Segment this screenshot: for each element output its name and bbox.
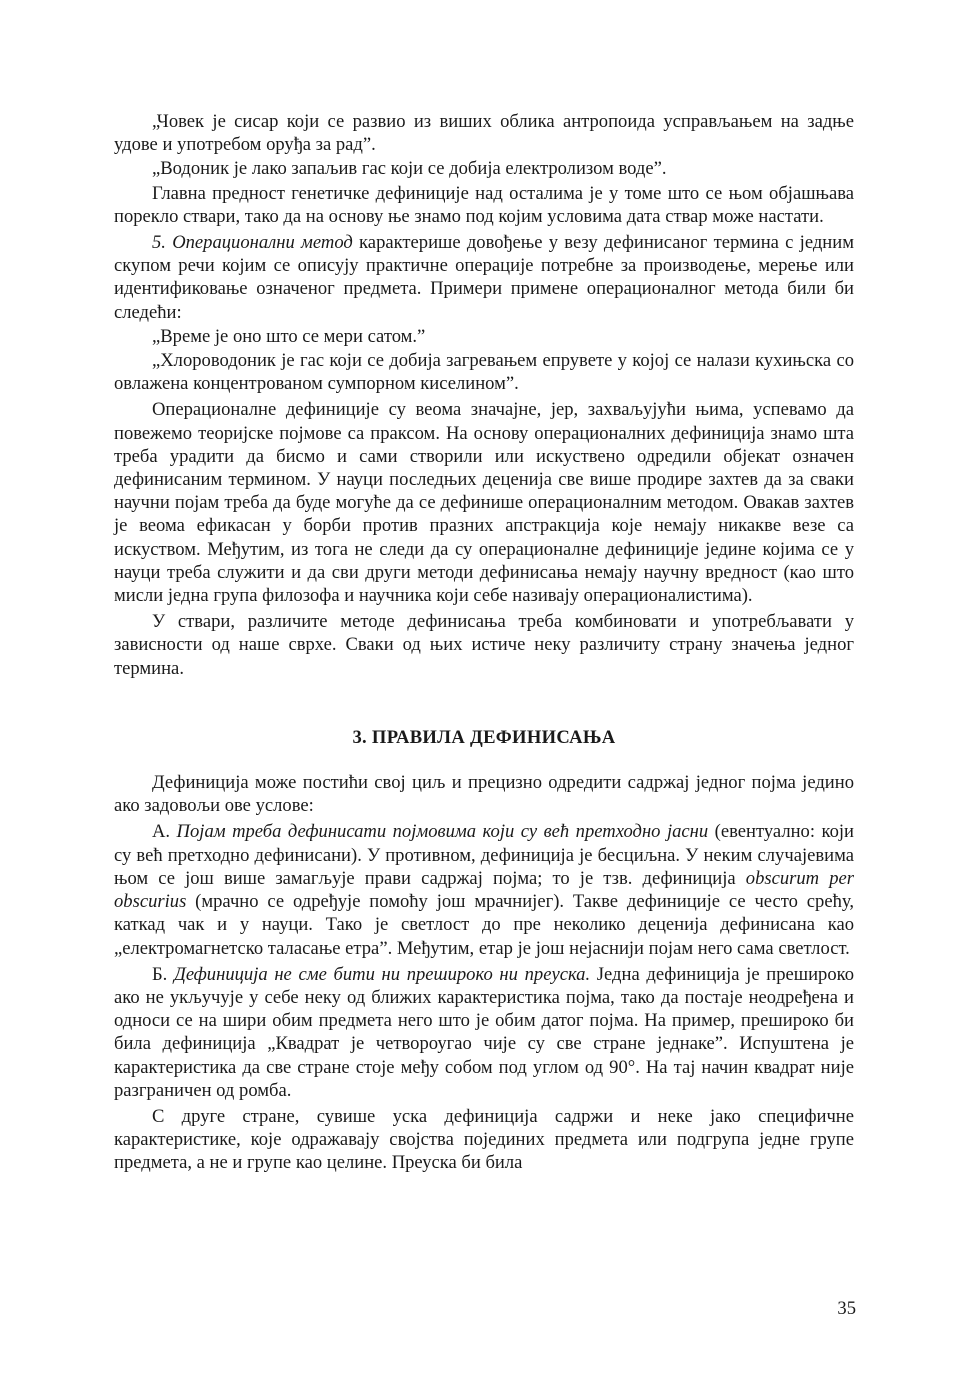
rule-b-label: Б.	[152, 963, 174, 985]
paragraph-human-definition: „Човек је сисар који се развио из виших облика антропоида усправљањем на задње удове и употребом оруђа за рад”.	[114, 111, 854, 156]
section-heading: 3. ПРАВИЛА ДЕФИНИСАЊА	[352, 726, 616, 748]
paragraph-rule-b	[114, 963, 854, 1102]
rule-a-latin-term: obscurum per obscurius	[114, 867, 854, 913]
operational-method-title: 5. Операционални метод	[152, 232, 353, 254]
paragraph-definition-conditions: Дефиниција може постићи свој циљ и прецизно одредити садржај једног појма једино ако задовољи ове услове:	[114, 772, 854, 817]
rule-a-title: Појам треба дефинисати појмовима који су већ претходно јасни	[176, 821, 709, 843]
rule-a-text: (евентуално: који су већ претходно дефинисани). У противном, дефиниција је бесциљна. У неким случајевима њом се још више замагљује прави садржај појма; то је тзв. дефиниција	[114, 821, 854, 889]
rule-b-text: Једна дефиниција је прешироко ако не укључује у себе неку од ближих карактеристика појма, тако да постаје неодређена и односи се на шири обим предмета него што је обим датог појма. На пример, прешироко би била дефиниција „Квадрат је четвороугао чије су све стране једнаке”. Испуштена је карактеристика да све стране стоје међу собом под углом од 90°. На тај начин квадрат није разграничен од ромба.	[114, 963, 854, 1101]
rule-a-label: А.	[152, 821, 177, 843]
paragraph-narrow-definition: С друге стране, сувише уска дефиниција садржи и неке јако специфичне карактеристике, које одражавају својства појединих предмета или подгрупа једне групе предмета, а не и групе као целине. Преуска би била	[114, 1105, 854, 1174]
paragraph-hydrogen-definition: „Водоник је лако запаљив гас који се добија електролизом воде”.	[152, 158, 667, 180]
paragraph-hydrochloric-definition: „Хлороводоник је гас који се добија загревањем епрувете у којој се налази кухињска со овлажена концентрованом сумпорном киселином”.	[114, 350, 854, 395]
page-body	[114, 110, 854, 1178]
paragraph-time-definition: „Време је оно што се мери сатом.”	[152, 325, 426, 347]
paragraph-operational-significance: Операционалне дефиниције су веома значајне, јер, захваљујући њима, успевамо да повежемо теоријске појмове са праксом. На основу операционалних дефиниција знамо шта треба урадити да бисмо и сами створили или искуствено одредили објекат означен дефинисаним термином. У науци последњих деценија све више продире захтев да за сваки научни појам треба да буде могуће да се дефинише операционалним методом. Овакав захтев је веома ефикасан у борби против празних апстракција које немају никакве везе са искуством. Међутим, из тога не следи да су операционалне дефиниције једине којима се у науци треба служити и да сви други методи дефинисања немају научну вредност (као што мисли једна група филозофа и научника који себе називају операционалистима).	[114, 399, 854, 607]
paragraph-operational-method	[114, 231, 854, 324]
operational-method-text: карактерише довођење у везу дефинисаног термина с једним скупом речи којим се описују практичне операције потребне за производење, мерење или идентификовање означеног предмета. Примери примене операционалног метода били би следећи:	[114, 232, 854, 323]
rule-b-title: Дефиниција не сме бити ни прешироко ни преуска.	[173, 963, 591, 985]
paragraph-rule-a	[114, 820, 854, 959]
page-number: 35	[837, 1298, 856, 1319]
paragraph-combine-methods: У ствари, различите методе дефинисања треба комбиновати и употребљавати у зависности од наше сврхе. Сваки од њих истиче неку различиту страну значења једног термина.	[114, 611, 854, 679]
paragraph-genetic-definition: Главна предност генетичке дефиниције над осталима је у томе што се њом објашњава порекло ствари, тако да на основу ње знамо под којим условима дата ствар може настати.	[114, 182, 854, 227]
rule-a-text-end: (мрачно се одређује помоћу још мрачнијег). Такве дефиниције се често срећу, каткад чак и у науци. Тако је светлост до пре неколико деценија дефинисана као „електромагнетско таласање етра”. Међутим, етар је још нејаснији појам него сама светлост.	[114, 891, 854, 959]
